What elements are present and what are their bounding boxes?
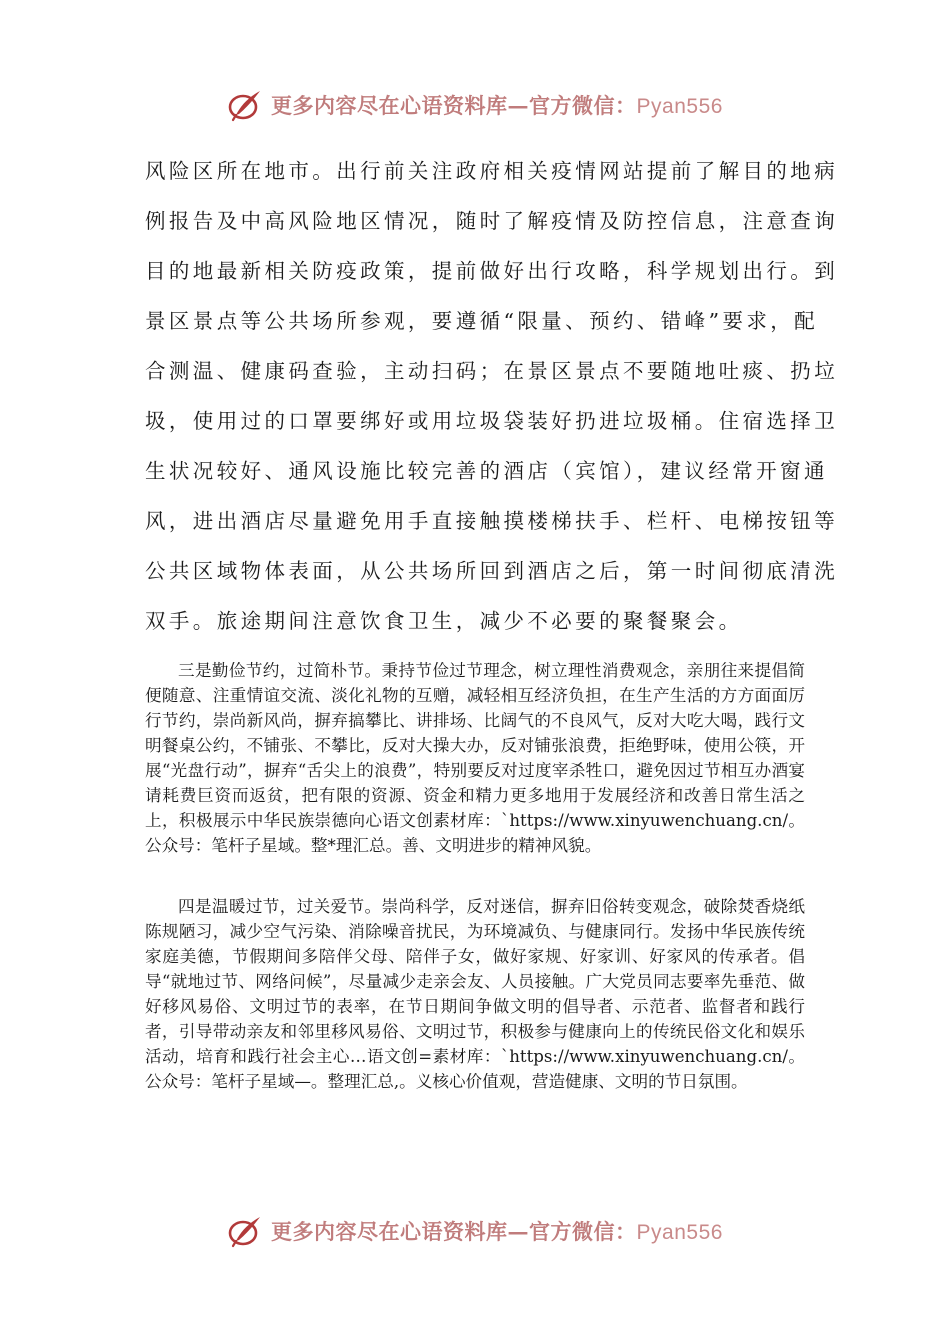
footer-banner-text <box>271 1216 723 1246</box>
text-line: 例报告及中高风险地区情况，随时了解疫情及防控信息，注意查询 <box>145 209 839 233</box>
header-banner-text <box>271 90 723 120</box>
text-line: 合测温、健康码查验，主动扫码；在景区景点不要随地吐痰、扔垃 <box>145 359 839 383</box>
footer-banner-main: 更多内容尽在心语资料库—官方微信： <box>271 1219 637 1244</box>
continued-paragraph <box>145 146 839 646</box>
header-banner <box>0 82 950 128</box>
quill-logo-icon <box>227 87 263 123</box>
text-line: 圾，使用过的口罩要绑好或用垃圾袋装好扔进垃圾桶。住宿选择卫 <box>145 409 839 433</box>
text-line: 风，进出酒店尽量避免用手直接触摸楼梯扶手、栏杆、电梯按钮等 <box>145 509 839 533</box>
text-line: 目的地最新相关防疫政策，提前做好出行攻略，科学规划出行。到 <box>145 259 839 283</box>
text-line: 生状况较好、通风设施比较完善的酒店（宾馆），建议经常开窗通 <box>145 459 828 483</box>
text-line: 风险区所在地市。出行前关注政府相关疫情网站提前了解目的地病 <box>145 159 839 183</box>
paragraph-thrift: 三是勤俭节约，过简朴节。秉持节俭过节理念，树立理性消费观念，亲朋往来提倡简便随意、注重情谊交流、淡化礼物的互赠，减轻相互经济负担，在生产生活的方方面面厉行节约，崇尚新风尚，摒弃搞攀比、讲排场、比阔气的不良风气，反对大吃大喝，践行文明餐桌公约，不铺张、不攀比，反对大操大办，反对铺张浪费，拒绝野味，使用公筷，开展“光盘行动”，摒弃“舌尖上的浪费”，特别要反对过度宰杀牲口，避免因过节相互办酒宴请耗费巨资而返贫，把有限的资源、资金和精力更多地用于发展经济和改善日常生活之上，积极展示中华民族崇德向心语文创素材库：`https://www.xinyuwenchuang.cn/。公众号：笔杆子星域。整*理汇总。善、文明进步的精神风貌。 <box>145 661 805 855</box>
footer-banner-wechat: Pyan556 <box>636 1221 723 1244</box>
text-line: 景区景点等公共场所参观，要遵循“限量、预约、错峰”要求，配 <box>145 309 819 333</box>
header-banner-wechat: Pyan556 <box>636 95 723 118</box>
header-banner-main: 更多内容尽在心语资料库—官方微信： <box>271 93 637 118</box>
quill-logo-icon <box>227 1213 263 1249</box>
footer-banner <box>0 1208 950 1254</box>
text-line: 双手。旅途期间注意饮食卫生，减少不必要的聚餐聚会。 <box>145 609 743 633</box>
text-line: 公共区域物体表面，从公共场所回到酒店之后，第一时间彻底清洗 <box>145 559 839 583</box>
paragraph-warmth: 四是温暖过节，过关爱节。崇尚科学，反对迷信，摒弃旧俗转变观念，破除焚香烧纸陈规陋习，减少空气污染、消除噪音扰民，为环境减负、与健康同行。发扬中华民族传统家庭美德，节假期间多陪伴父母、陪伴子女，做好家规、好家训、好家风的传承者。倡导“就地过节、网络问候”，尽量减少走亲会友、人员接触。广大党员同志要率先垂范、做好移风易俗、文明过节的表率，在节日期间争做文明的倡导者、示范者、监督者和践行者，引导带动亲友和邻里移风易俗、文明过节，积极参与健康向上的传统民俗文化和娱乐活动，培育和践行社会主心…语文创=素材库：`https://www.xinyuwenchuang.cn/。公众号：笔杆子星域—。整理汇总,。义核心价值观，营造健康、文明的节日氛围。 <box>145 897 805 1091</box>
